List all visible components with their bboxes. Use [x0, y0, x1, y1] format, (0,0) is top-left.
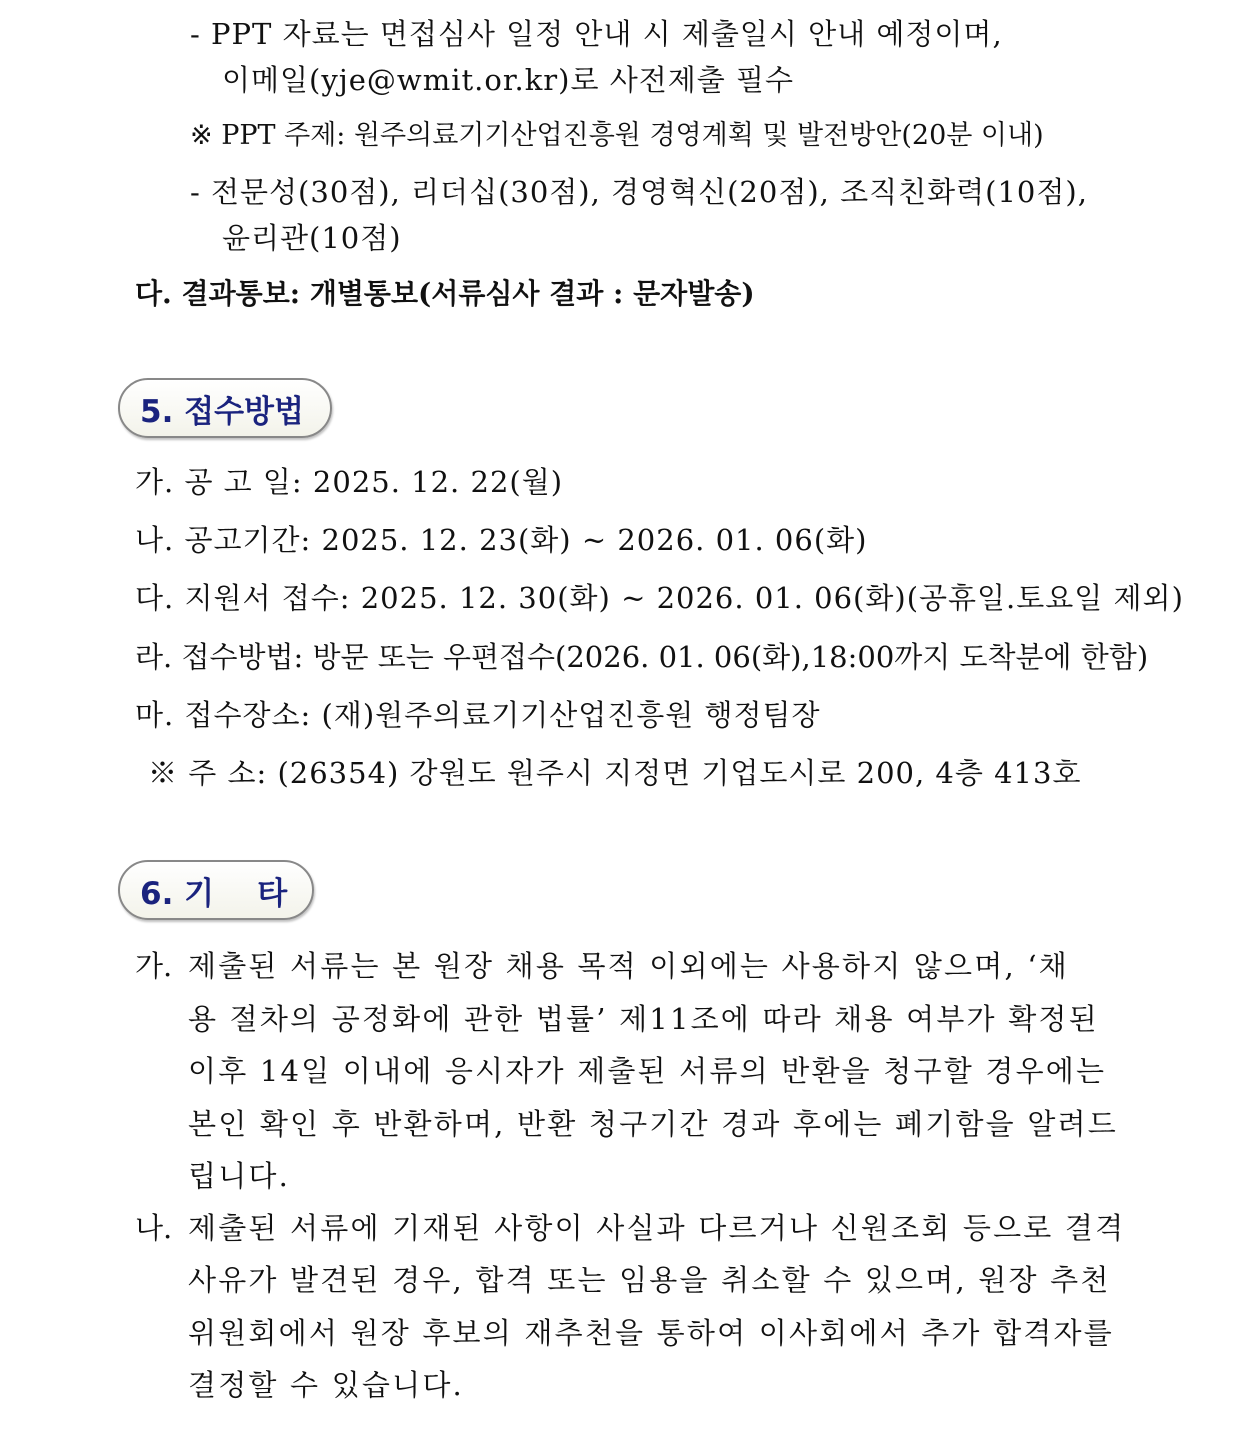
- section6-item-ga-line: 본인 확인 후 반환하며, 반환 청구기간 경과 후에는 폐기함을 알려드: [188, 1107, 1118, 1141]
- result-notice: [135, 277, 755, 310]
- section6-item-ga-marker: 가.: [135, 949, 173, 983]
- section5-item-da: 다. 지원서 접수: 2025. 12. 30(화) ~ 2026. 01. 06(화)(공휴일.토요일 제외): [135, 581, 1184, 615]
- section6-item-na-line: 사유가 발견된 경우, 합격 또는 임용을 취소할 수 있으며, 원장 추천: [188, 1263, 1111, 1297]
- section5-item-ma: 마. 접수장소: (재)원주의료기기산업진흥원 행정팀장: [135, 698, 821, 732]
- section6-item-na-line: 제출된 서류에 기재된 사항이 사실과 다르거나 신원조회 등으로 결격: [188, 1211, 1126, 1245]
- section6-item-ga-line: 립니다.: [188, 1159, 291, 1193]
- section5-item-na: 나. 공고기간: 2025. 12. 23(화) ~ 2026. 01. 06(화): [135, 523, 868, 557]
- section6-item-na-line: 결정할 수 있습니다.: [188, 1368, 464, 1402]
- section6-item-na-line: 위원회에서 원장 후보의 재추천을 통하여 이사회에서 추가 합격자를: [188, 1316, 1114, 1350]
- section-5-heading: 5. 접수방법: [118, 378, 332, 438]
- section6-item-ga-line: 이후 14일 이내에 응시자가 제출된 서류의 반환을 청구할 경우에는: [188, 1054, 1107, 1088]
- evaluation-criteria: - 전문성(30점), 리더십(30점), 경영혁신(20점), 조직친화력(10점),: [190, 175, 1088, 209]
- section-6-heading: 6. 기 타: [118, 860, 314, 920]
- section6-item-ga-line: 제출된 서류는 본 원장 채용 목적 이외에는 사용하지 않으며, ‘채: [188, 949, 1069, 983]
- section6-item-na-marker: 나.: [135, 1211, 173, 1245]
- ppt-topic-note: ※ PPT 주제: 원주의료기기산업진흥원 경영계획 및 발전방안(20분 이내): [190, 120, 1044, 151]
- evaluation-criteria-cont: 윤리관(10점): [222, 221, 402, 255]
- section5-item-ra: 라. 접수방법: 방문 또는 우편접수(2026. 01. 06(화),18:00까지 도착분에 한함): [135, 640, 1149, 674]
- ppt-email-notice: 이메일(yje@wmit.or.kr)로 사전제출 필수: [222, 63, 795, 97]
- section5-item-ga: 가. 공 고 일: 2025. 12. 22(월): [135, 465, 564, 499]
- section5-address-note: ※ 주 소: (26354) 강원도 원주시 지정면 기업도시로 200, 4층 413호: [148, 756, 1082, 790]
- ppt-submission-notice: - PPT 자료는 면접심사 일정 안내 시 제출일시 안내 예정이며,: [190, 17, 1003, 51]
- section6-item-ga-line: 용 절차의 공정화에 관한 법률’ 제11조에 따라 채용 여부가 확정된: [188, 1002, 1099, 1036]
- result-notice-value: 개별통보(서류심사 결과 : 문자발송): [309, 277, 755, 310]
- result-notice-label: 다. 결과통보:: [135, 277, 301, 310]
